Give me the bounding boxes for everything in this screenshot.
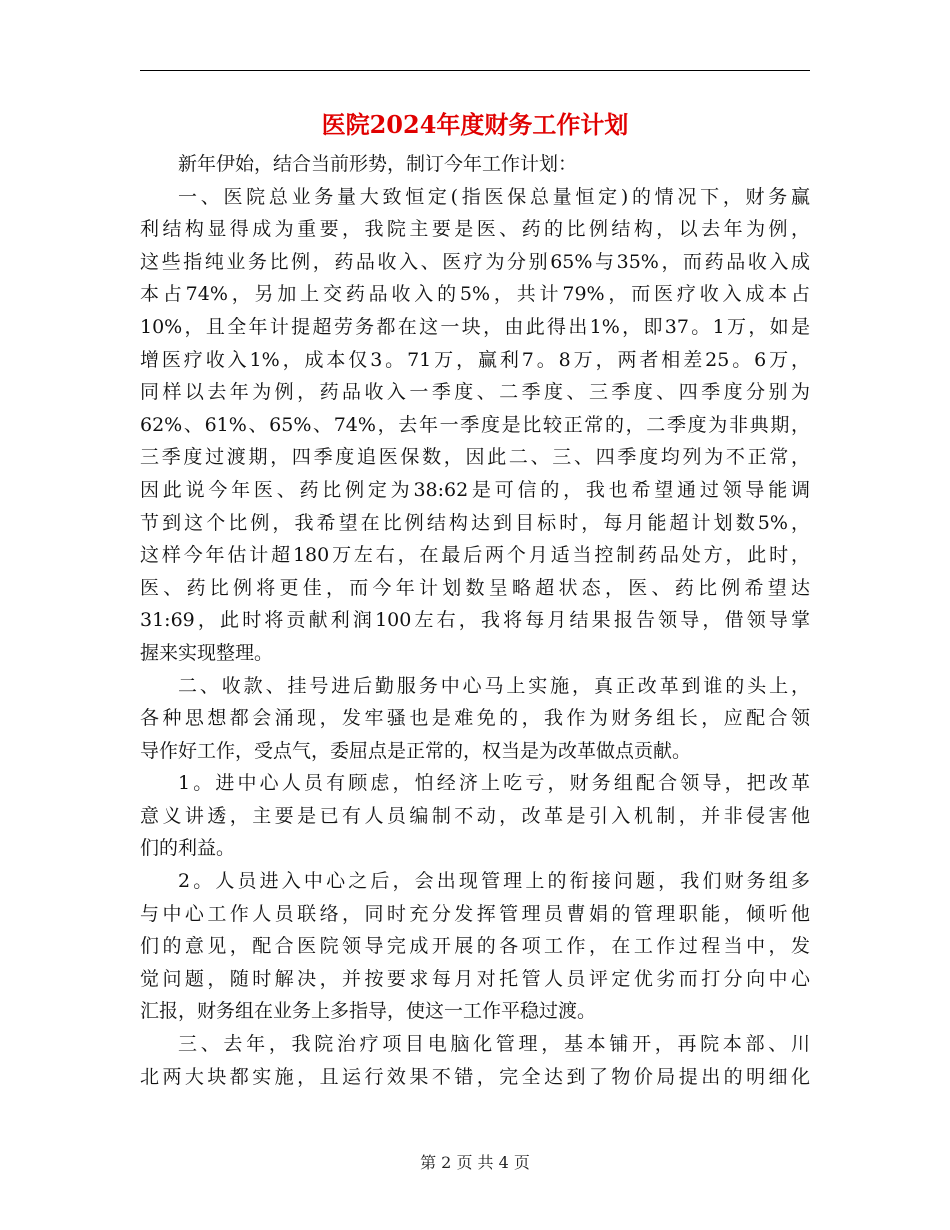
header-rule (140, 70, 810, 71)
text-line: 汇报，财务组在业务上多指导，使这一工作平稳过渡。 (140, 1000, 597, 1023)
text-line: 这样今年估计超180万左右，在最后两个月适当控制药品处方，此时， (140, 544, 810, 567)
text-line: 31:69，此时将贡献利润100左右，我将每月结果报告领导，借领导掌 (140, 609, 810, 632)
paragraph (140, 181, 810, 670)
document-body (140, 148, 810, 1093)
document-title: 医院2024年度财务工作计划 (321, 110, 629, 139)
text-line: 医、药比例将更佳，而今年计划数呈略超状态，医、药比例希望达 (140, 576, 810, 599)
text-line: 62%、61%、65%、74%，去年一季度是比较正常的，二季度为非典期， (140, 413, 810, 436)
paragraph (140, 1028, 810, 1093)
text-line: 们的利益。 (140, 837, 236, 860)
text-line: 同样以去年为例，药品收入一季度、二季度、三季度、四季度分别为 (140, 381, 810, 404)
text-line: 新年伊始，结合当前形势，制订今年工作计划： (178, 153, 578, 175)
text-line: 节到这个比例，我希望在比例结构达到目标时，每月能超计划数5%， (140, 511, 810, 534)
text-line: 觉问题，随时解决，并按要求每月对托管人员评定优劣而打分向中心 (140, 967, 810, 990)
text-line: 握来实现整理。 (140, 641, 274, 664)
text-line: 三、去年，我院治疗项目电脑化管理，基本铺开，再院本部、川 (178, 1033, 810, 1056)
text-line: 们的意见，配合医院领导完成开展的各项工作，在工作过程当中，发 (140, 935, 810, 958)
paragraph (140, 865, 810, 1028)
text-line: 意义讲透，主要是已有人员编制不动，改革是引入机制，并非侵害他 (140, 804, 810, 827)
text-line: 利结构显得成为重要，我院主要是医、药的比例结构，以去年为例， (140, 218, 810, 241)
text-line: 三季度过渡期，四季度追医保数，因此二、三、四季度均列为不正常， (140, 446, 810, 469)
text-line: 这些指纯业务比例，药品收入、医疗为分别65%与35%，而药品收入成 (140, 250, 810, 273)
text-line: 一、医院总业务量大致恒定(指医保总量恒定)的情况下，财务赢 (178, 185, 810, 208)
paragraph (140, 148, 810, 181)
text-line: 与中心工作人员联络，同时充分发挥管理员曹娟的管理职能，倾听他 (140, 902, 810, 925)
text-line: 增医疗收入1%，成本仅3。71万，赢利7。8万，两者相差25。6万， (140, 348, 810, 371)
text-line: 二、收款、挂号进后勤服务中心马上实施，真正改革到谁的头上， (178, 674, 810, 697)
paragraph (140, 767, 810, 865)
text-line: 因此说今年医、药比例定为38:62是可信的，我也希望通过领导能调 (140, 478, 810, 501)
text-line: 北两大块都实施，且运行效果不错，完全达到了物价局提出的明细化 (140, 1065, 810, 1088)
paragraph (140, 670, 810, 768)
page-footer: 第 2 页 共 4 页 (420, 1153, 530, 1172)
text-line: 1。进中心人员有顾虑，怕经济上吃亏，财务组配合领导，把改革 (178, 772, 810, 795)
text-line: 10%，且全年计提超劳务都在这一块，由此得出1%，即37。1万，如是 (140, 315, 810, 338)
text-line: 各种思想都会涌现，发牢骚也是难免的，我作为财务组长，应配合领 (140, 707, 810, 730)
text-line: 本占74%，另加上交药品收入的5%，共计79%，而医疗收入成本占 (140, 283, 810, 306)
text-line: 导作好工作，受点气，委屈点是正常的，权当是为改革做点贡献。 (140, 739, 692, 762)
text-line: 2。人员进入中心之后，会出现管理上的衔接问题，我们财务组多 (178, 870, 810, 893)
